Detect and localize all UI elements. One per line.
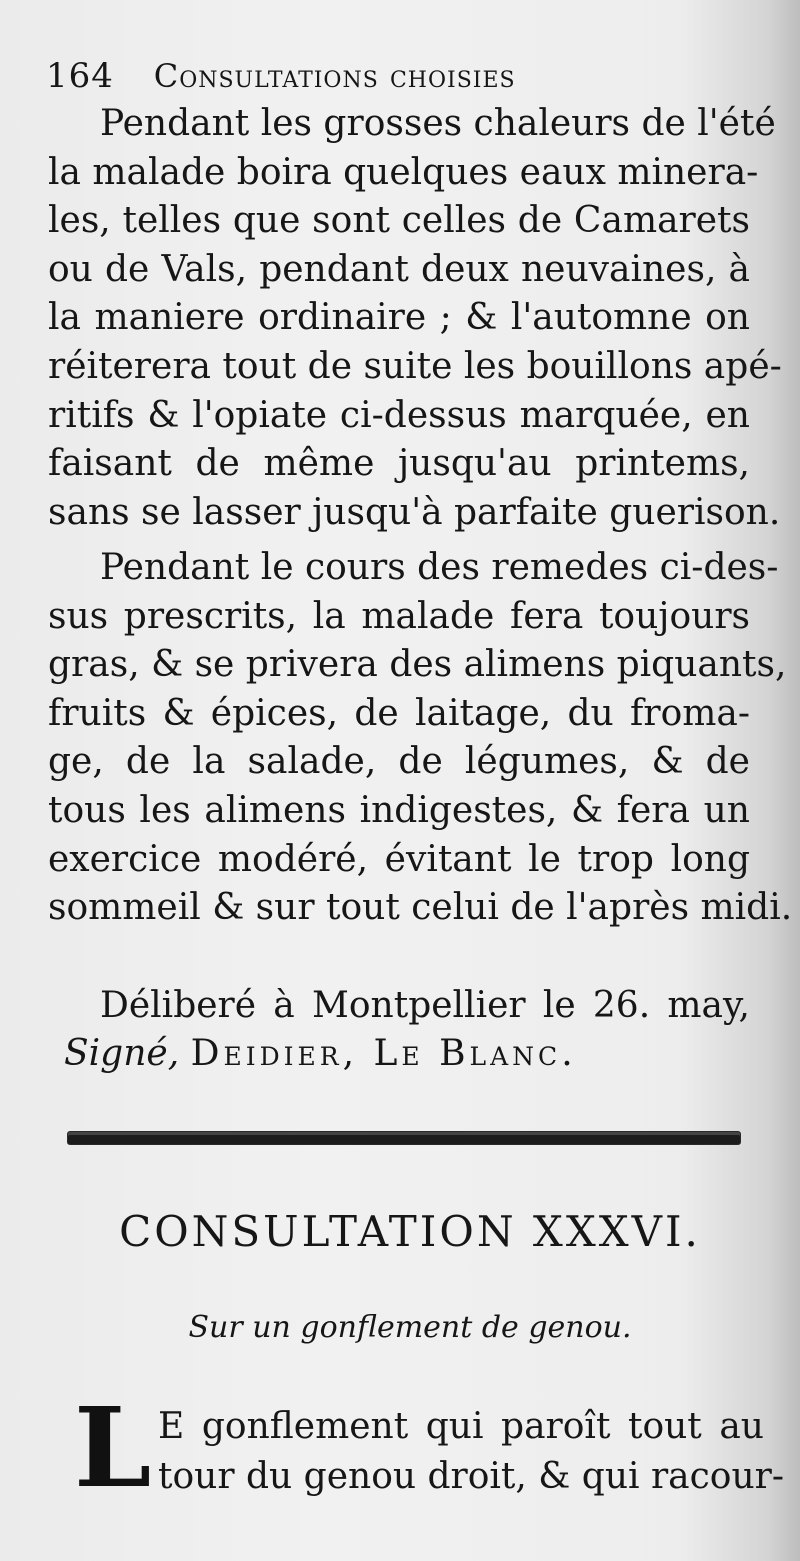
deliberation-line: Déliberé à Montpellier le 26. may, xyxy=(100,985,750,1026)
paragraph-knee-swelling xyxy=(158,1402,785,1502)
text-line: la maniere ordinaire ; & l'automne on xyxy=(48,297,750,339)
paragraph-summer-regimen xyxy=(48,100,782,537)
text-line: réiterera tout de suite les bouillons apé- xyxy=(48,345,782,387)
text-line: la malade boira quelques eaux minera- xyxy=(48,151,759,193)
consultation-subtitle: Sur un gonflement de genou. xyxy=(188,1310,632,1345)
text-line: exercice modéré, évitant le trop long xyxy=(48,838,750,880)
text-line: Pendant le cours des remedes ci-des- xyxy=(100,547,779,588)
text-line: gras, & se privera des alimens piquants, xyxy=(48,644,787,686)
text-line: sommeil & sur tout celui de l'après midi. xyxy=(48,887,793,929)
signature-line xyxy=(48,1028,750,1080)
text-line: faisant de même jusqu'au printems, xyxy=(48,443,750,485)
text-line: ge, de la salade, de légumes, & de xyxy=(48,741,750,783)
signe-label: Signé, xyxy=(64,1033,180,1074)
drop-cap: L xyxy=(74,1383,152,1512)
text-line: sans se lasser jusqu'à parfaite guerison. xyxy=(48,491,781,533)
paragraph-diet xyxy=(48,544,793,933)
running-head xyxy=(46,52,746,100)
page-number: 164 xyxy=(46,56,114,96)
text-line: ou de Vals, pendant deux neuvaines, à xyxy=(48,248,750,290)
section-divider-rule xyxy=(68,1132,740,1144)
running-title: Consultations choisies xyxy=(153,57,516,95)
text-line: ritifs & l'opiate ci-dessus marquée, en xyxy=(48,394,750,436)
text-line: sus prescrits, la malade fera toujours xyxy=(48,595,750,637)
signatories: Deidier, Le Blanc. xyxy=(190,1033,577,1074)
text-line: Pendant les grosses chaleurs de l'été xyxy=(100,103,776,144)
text-line: tous les alimens indigestes, & fera un xyxy=(48,789,750,831)
text-line: tour du genou droit, & qui racour- xyxy=(158,1456,785,1497)
consultation-heading: CONSULTATION XXXVI. xyxy=(119,1207,701,1256)
text-line: les, telles que sont celles de Camarets xyxy=(48,200,750,242)
text-line: fruits & épices, de laitage, du froma- xyxy=(48,692,750,734)
text-line: E gonflement qui paroît tout au xyxy=(158,1406,764,1447)
